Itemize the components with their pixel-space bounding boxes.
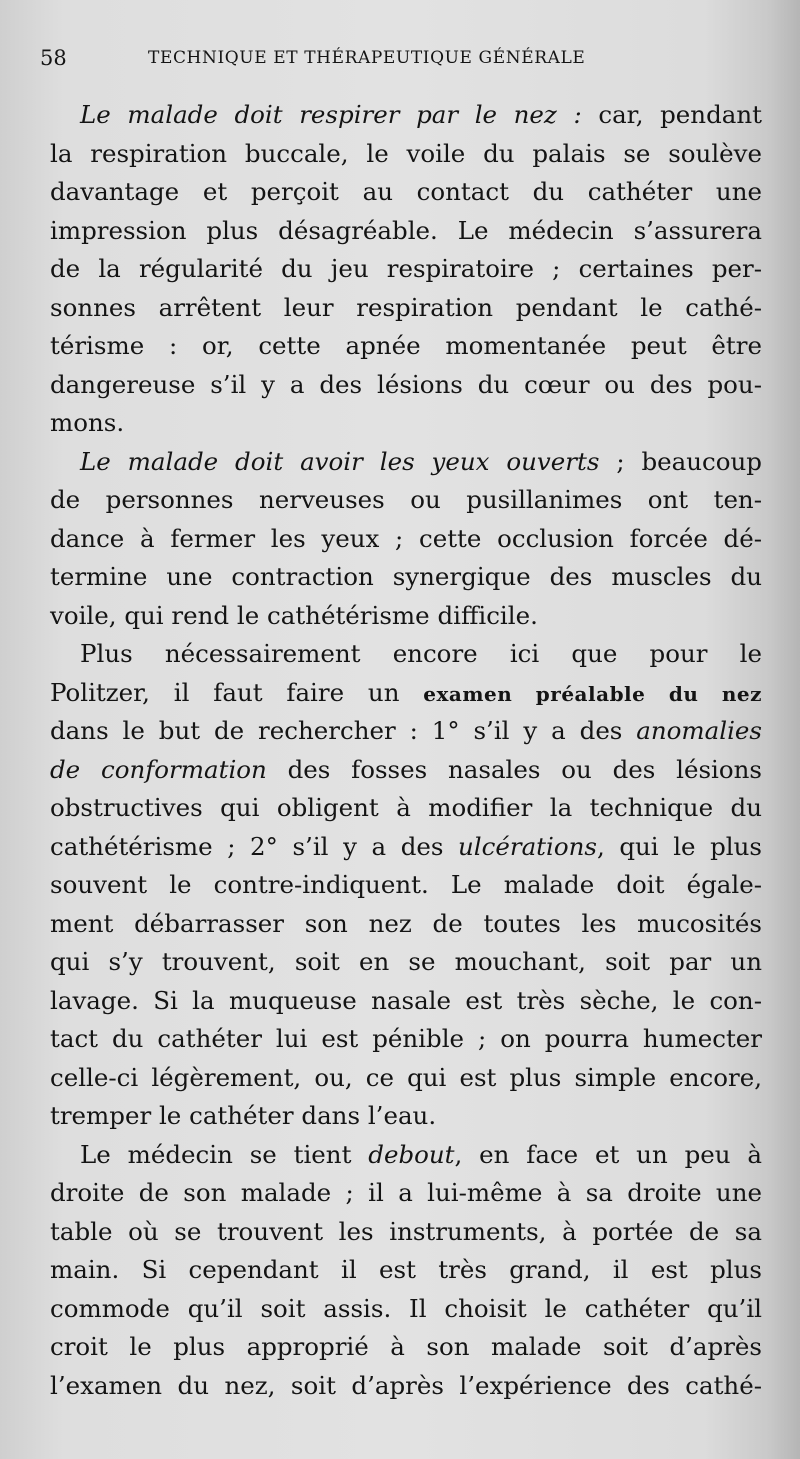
page-header	[40, 46, 750, 72]
text-run: des fosses nasales ou des lésions	[266, 754, 762, 784]
text-line	[50, 1020, 762, 1059]
text-line	[50, 1136, 762, 1175]
text-run: voile, qui rend le cathétérisme difficile.	[50, 600, 538, 630]
running-head: TECHNIQUE ET THÉRAPEUTIQUE GÉNÉRALE	[148, 48, 586, 68]
text-line	[50, 751, 762, 790]
text-run: cathétérisme ; 2° s’il y a des	[50, 831, 459, 861]
text-run: l’examen du nez, soit d’après l’expérience des cathé-	[50, 1370, 762, 1400]
text-line	[50, 289, 762, 328]
text-line	[50, 828, 762, 867]
text-line	[50, 366, 762, 405]
text-run: Plus nécessairement encore ici que pour le	[80, 639, 762, 668]
text-line	[50, 674, 762, 713]
text-line	[50, 1367, 762, 1406]
text-line	[50, 327, 762, 366]
text-run: table où se trouvent les instruments, à portée de sa	[50, 1216, 762, 1246]
text-run: , qui le plus	[596, 831, 762, 861]
text-line	[50, 404, 762, 443]
text-run: térisme : or, cette apnée momentanée peut être	[50, 331, 762, 360]
text-line	[50, 1213, 762, 1252]
text-run: , en face et un peu à	[454, 1139, 762, 1169]
text-run: sonnes arrêtent leur respiration pendant le cathé-	[50, 292, 762, 322]
text-run: de la régularité du jeu respiratoire ; certaines per-	[50, 254, 762, 283]
text-line	[50, 96, 762, 135]
text-run: mons.	[50, 408, 125, 437]
text-run: dans le but de rechercher : 1° s’il y a des	[50, 716, 637, 745]
italic-text: ulcérations	[458, 831, 597, 861]
text-run: tact du cathéter lui est pénible ; on pourra humecter	[50, 1024, 762, 1053]
text-run: souvent le contre-indiquent. Le malade doit égale-	[50, 870, 762, 899]
text-line	[50, 635, 762, 674]
text-run: ; beaucoup	[599, 446, 762, 476]
text-run: droite de son malade ; il a lui-même à sa droite une	[50, 1178, 762, 1207]
bold-text: examen préalable du nez	[423, 681, 762, 706]
text-line	[50, 173, 762, 212]
text-run: lavage. Si la muqueuse nasale est très sèche, le con-	[50, 985, 762, 1015]
page-number: 58	[40, 46, 67, 70]
text-run: dangereuse s’il y a des lésions du cœur ou des pou-	[50, 369, 762, 399]
text-line	[50, 212, 762, 251]
text-run: Le médecin se tient	[80, 1139, 369, 1169]
text-run: main. Si cependant il est très grand, il est plus	[50, 1255, 762, 1284]
text-run: croit le plus approprié à son malade soit d’après	[50, 1332, 762, 1361]
text-run: la respiration buccale, le voile du palais se soulève	[50, 138, 762, 168]
text-line	[50, 866, 762, 905]
text-line	[50, 597, 762, 636]
body-text	[50, 96, 762, 1405]
text-line	[50, 905, 762, 944]
italic-text: Le malade doit respirer par le nez :	[80, 100, 582, 129]
text-run: davantage et perçoit au contact du cathéter une	[50, 177, 762, 206]
text-run: dance à fermer les yeux ; cette occlusion forcée dé-	[50, 523, 762, 553]
text-run: celle-ci légèrement, ou, ce qui est plus simple encore,	[50, 1062, 762, 1092]
text-line	[50, 789, 762, 828]
text-run: ment débarrasser son nez de toutes les mucosités	[50, 908, 762, 938]
text-run: Politzer, il faut faire un	[50, 677, 424, 707]
italic-text: de conformation	[50, 754, 267, 784]
text-run: obstructives qui obligent à modifier la technique du	[50, 793, 762, 822]
text-line	[50, 1174, 762, 1213]
text-line	[50, 982, 762, 1021]
text-line	[50, 1328, 762, 1367]
text-run: de personnes nerveuses ou pusillanimes ont ten-	[50, 485, 762, 514]
text-run: tremper le cathéter dans l’eau.	[50, 1101, 437, 1130]
text-line	[50, 481, 762, 520]
text-line	[50, 1059, 762, 1098]
text-line	[50, 558, 762, 597]
text-line	[50, 1290, 762, 1329]
text-line	[50, 135, 762, 174]
italic-text: Le malade doit avoir les yeux ouverts	[80, 446, 600, 476]
text-run: commode qu’il soit assis. Il choisit le cathéter qu’il	[50, 1293, 762, 1323]
italic-text: debout	[368, 1139, 455, 1169]
text-run: car, pendant	[581, 100, 762, 129]
text-line	[50, 1097, 762, 1136]
text-line	[50, 1251, 762, 1290]
text-line	[50, 943, 762, 982]
text-run: qui s’y trouvent, soit en se mouchant, soit par un	[50, 947, 762, 976]
text-run: impression plus désagréable. Le médecin s’assurera	[50, 215, 762, 245]
text-line	[50, 443, 762, 482]
text-run: termine une contraction synergique des muscles du	[50, 562, 762, 591]
text-line	[50, 712, 762, 751]
text-line	[50, 250, 762, 289]
italic-text: anomalies	[636, 716, 762, 745]
text-line	[50, 520, 762, 559]
